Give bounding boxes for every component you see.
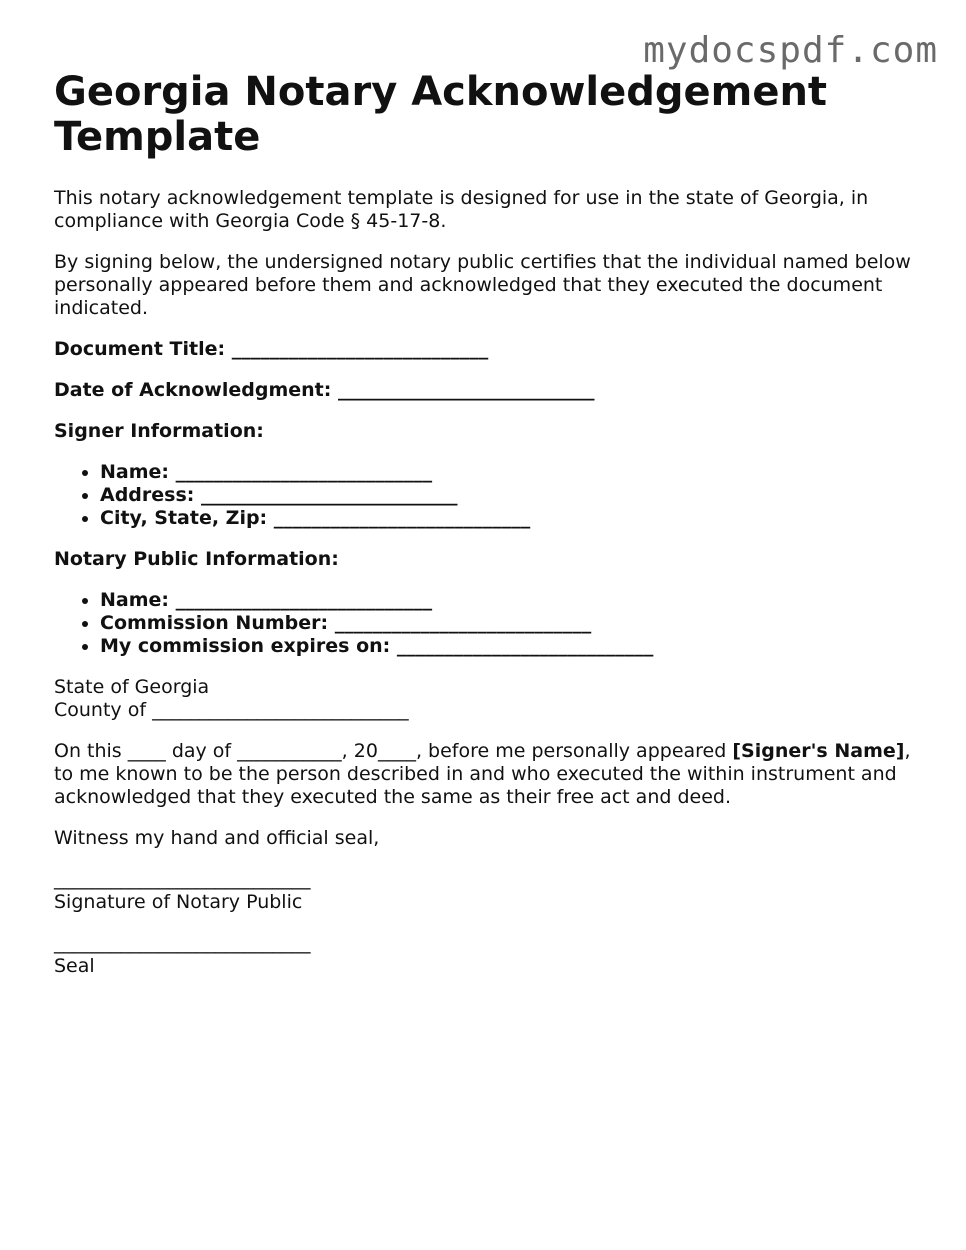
statement-month-blank: ___________	[237, 740, 342, 762]
venue-county-label: County of	[54, 699, 147, 721]
seal-line: ___________________________	[54, 932, 311, 954]
signer-address-label: Address:	[100, 484, 195, 506]
statement-year-blank: ____	[377, 740, 416, 762]
document-title-field	[54, 338, 914, 361]
document-title-blank: ___________________________	[231, 338, 489, 360]
signer-name-label: Name:	[100, 461, 170, 483]
document-title-label: Document Title:	[54, 338, 226, 360]
document-title: Georgia Notary Acknowledgement Template	[54, 69, 828, 160]
statement-on-this: On this	[54, 740, 122, 762]
seal-label: Seal	[54, 955, 95, 977]
intro-paragraph-1: This notary acknowledgement template is designed for use in the state of Georgia, in compliance with Georgia Code § 45-17-8.	[54, 187, 869, 232]
commission-number-blank: ___________________________	[334, 612, 592, 634]
venue-state: State of Georgia	[54, 676, 210, 698]
notary-signature-line: ___________________________	[54, 868, 311, 890]
statement-day-of: day of	[171, 740, 232, 762]
signer-city-state-zip-blank: ___________________________	[273, 507, 531, 529]
statement-rest: , to me known to be the person described in and who executed the within instrument and acknowledged that they executed the same as their free act and deed.	[54, 740, 911, 808]
venue-block	[54, 676, 914, 722]
watermark: mydocspdf.com	[643, 30, 938, 71]
venue-county-blank: ___________________________	[152, 699, 409, 721]
commission-expires-blank: ___________________________	[396, 635, 654, 657]
list-item	[100, 461, 914, 484]
notary-signature-block	[54, 868, 914, 914]
acknowledgment-statement	[54, 740, 914, 809]
document-body	[54, 70, 914, 978]
notary-info-heading: Notary Public Information:	[54, 548, 339, 570]
statement-before-me: , before me personally appeared	[415, 740, 727, 762]
witness-text: Witness my hand and official seal,	[54, 827, 380, 849]
list-item	[100, 612, 914, 635]
statement-day-blank: ____	[127, 740, 166, 762]
signer-city-state-zip-label: City, State, Zip:	[100, 507, 268, 529]
signer-info-list	[54, 461, 914, 530]
date-of-acknowledgment-blank: ___________________________	[337, 379, 595, 401]
statement-year-prefix: , 20	[341, 740, 378, 762]
date-of-acknowledgment-field	[54, 379, 914, 402]
date-of-acknowledgment-label: Date of Acknowledgment:	[54, 379, 332, 401]
list-item	[100, 484, 914, 507]
list-item	[100, 507, 914, 530]
notary-name-blank: ___________________________	[175, 589, 433, 611]
signer-address-blank: ___________________________	[201, 484, 458, 506]
intro-paragraph-2: By signing below, the undersigned notary public certifies that the individual named below personally appeared before them and acknowledged that they executed the document indicated.	[54, 251, 911, 319]
signer-info-heading: Signer Information:	[54, 420, 264, 442]
signer-name-blank: ___________________________	[175, 461, 433, 483]
commission-number-label: Commission Number:	[100, 612, 329, 634]
commission-expires-label: My commission expires on:	[100, 635, 391, 657]
notary-name-label: Name:	[100, 589, 170, 611]
statement-signer-name: [Signer's Name]	[732, 740, 905, 762]
list-item	[100, 635, 914, 658]
notary-signature-label: Signature of Notary Public	[54, 891, 303, 913]
notary-info-list	[54, 589, 914, 658]
seal-block	[54, 932, 914, 978]
list-item	[100, 589, 914, 612]
